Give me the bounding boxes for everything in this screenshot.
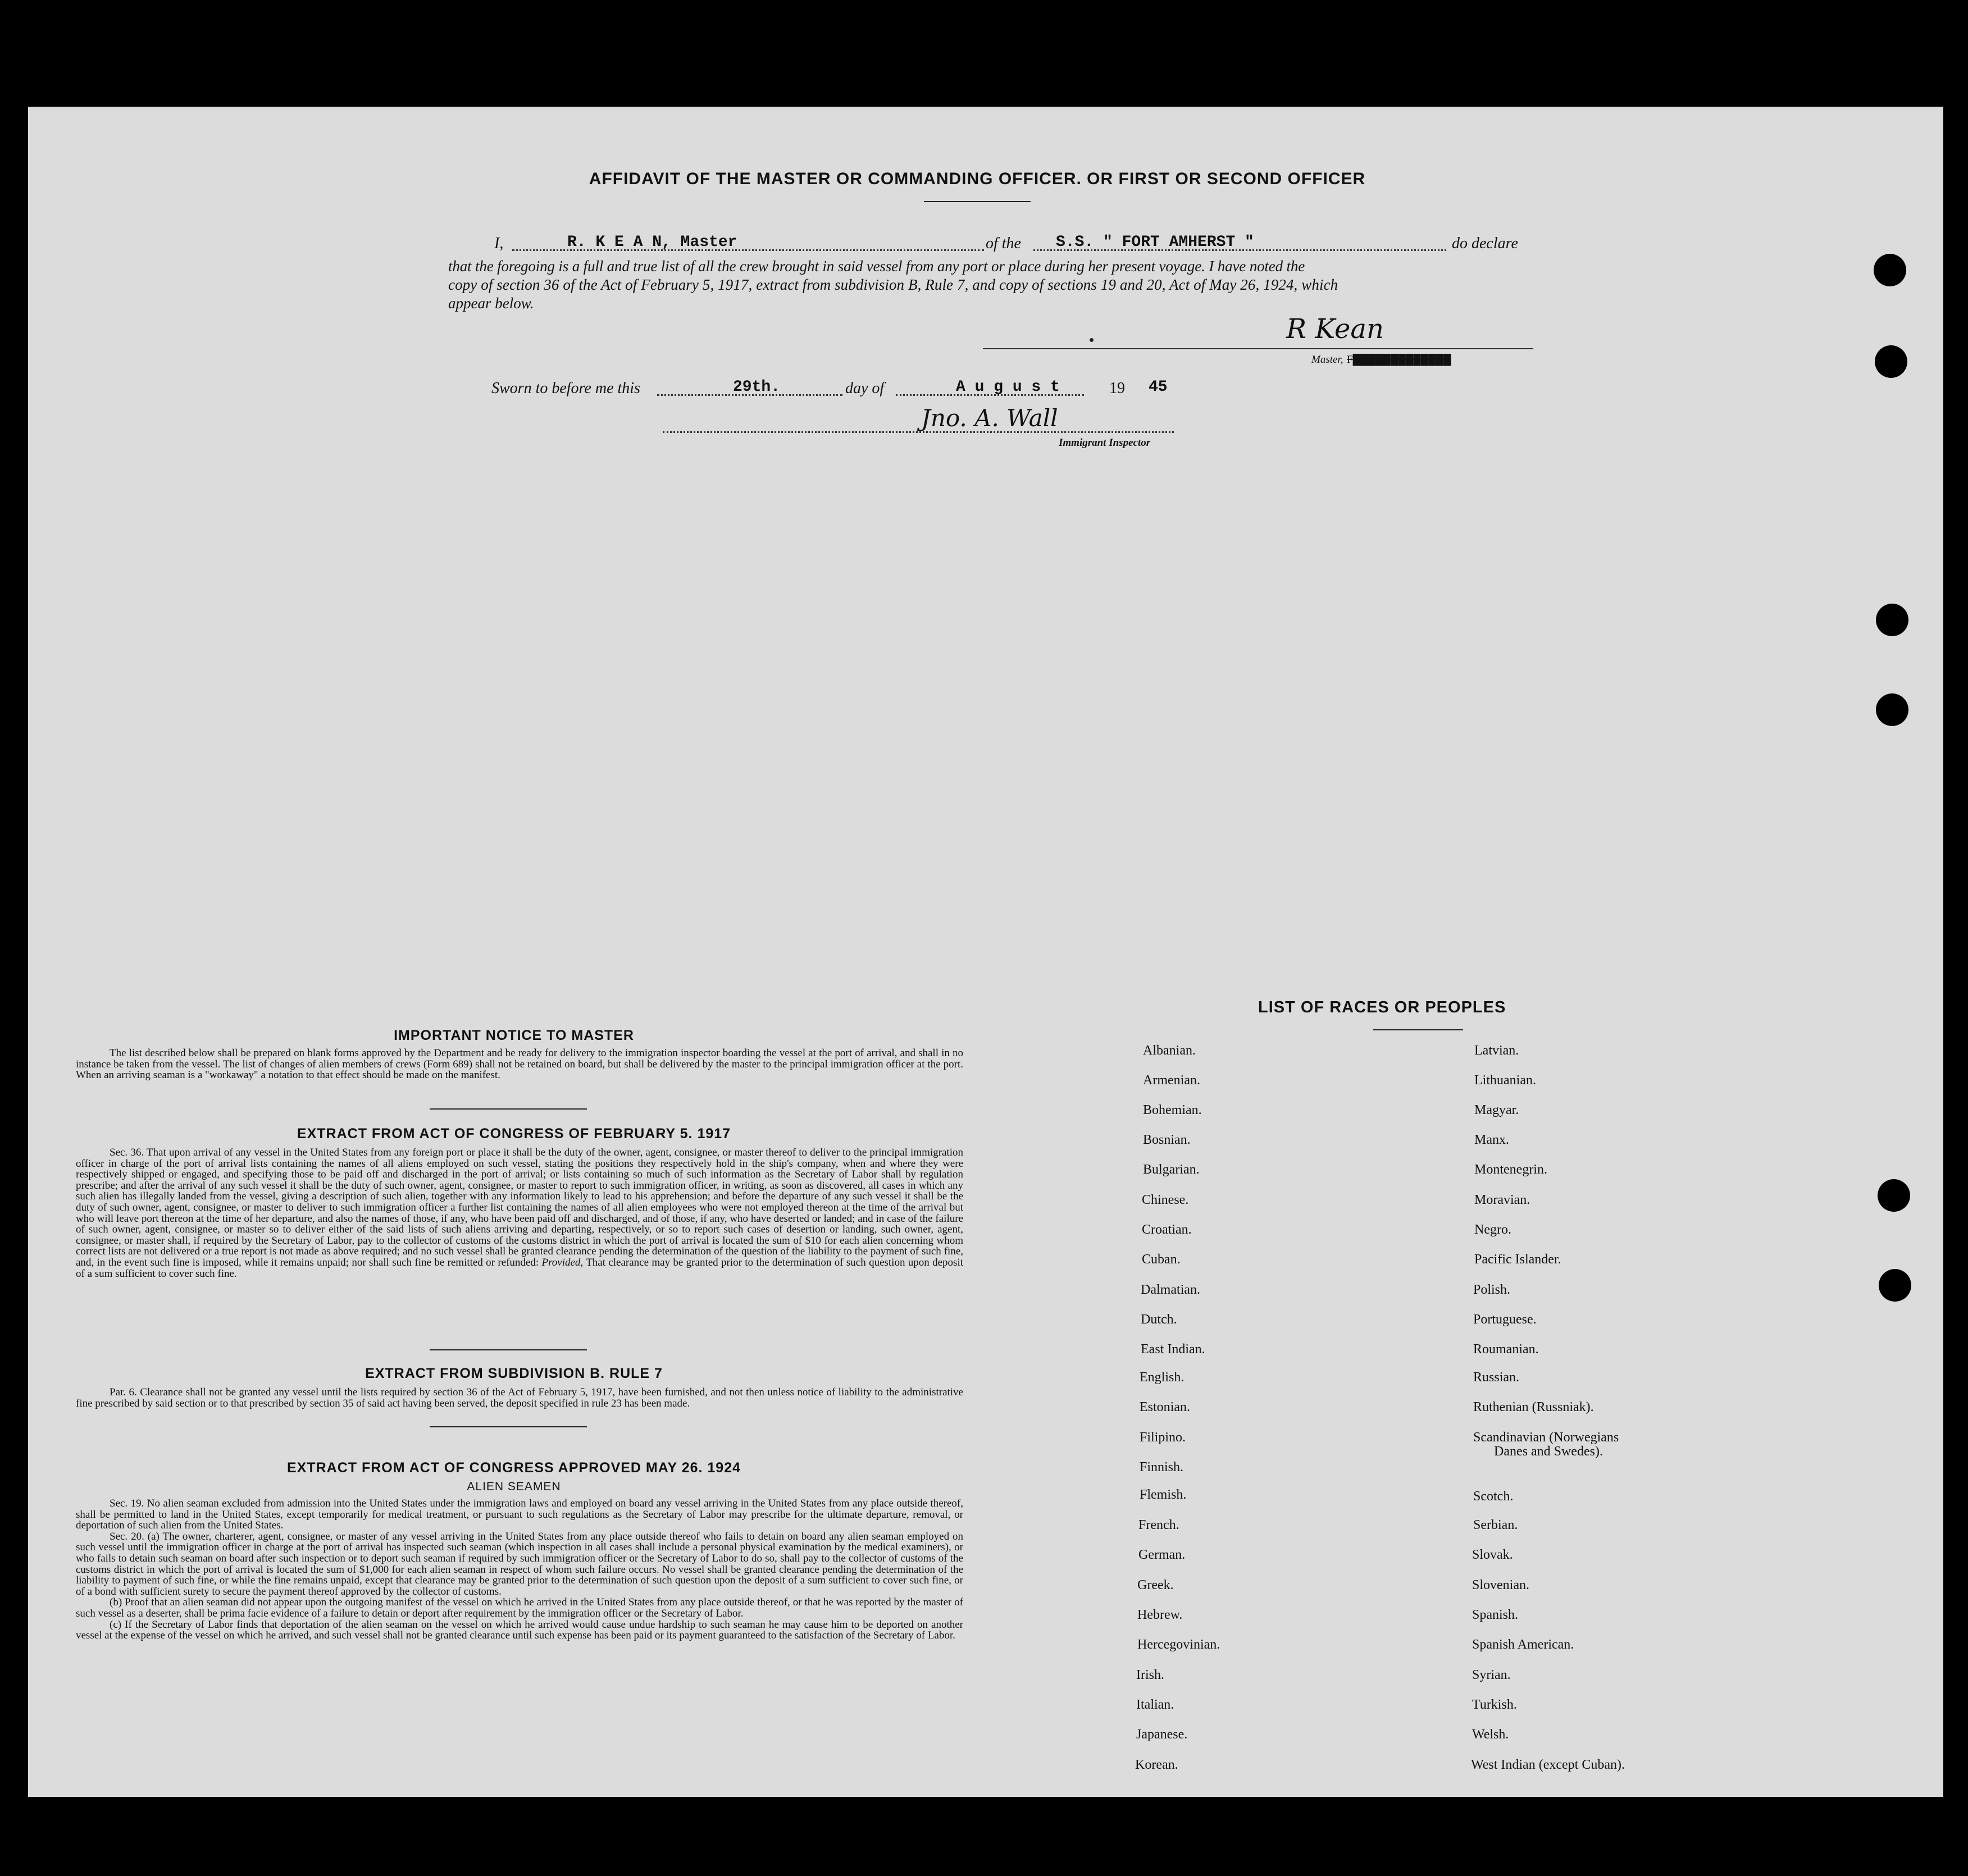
notice-title: IMPORTANT NOTICE TO MASTER bbox=[394, 1028, 634, 1043]
affidavit-title: AFFIDAVIT OF THE MASTER OR COMMANDING OFFICER. OR FIRST OR SECOND OFFICER bbox=[589, 170, 1366, 188]
struck-out-text: F█████████████ bbox=[1347, 354, 1451, 366]
race-item: Syrian. bbox=[1472, 1668, 1511, 1682]
rule7-body: Par. 6. Clearance shall not be granted any vessel until the lists required by section 36 of the Act of February 5, 1917, have been furnished, and not then unless notice of liability to the administrative fine prescribed by said section or to that prescribed by section 35 of said act having been served, the deposit specified in rule 23 has been made. bbox=[76, 1386, 963, 1409]
divider bbox=[1373, 1029, 1463, 1030]
race-item: English. bbox=[1140, 1370, 1185, 1385]
title-divider bbox=[924, 201, 1031, 202]
race-item: Polish. bbox=[1473, 1282, 1511, 1297]
section-body: That upon arrival of any vessel in the United States from any foreign port or place it shall be the duty of the owner, agent, consignee, or master thereof to deliver to the principal immigration officer in charge of the port of arrival lists containing the names of all aliens employed on such vessel, stating the positions they respectively hold in the ship's company, when and where they were respectively shipped or engaged, and specifying those to be paid off and discharged in the port of arrival; or lists containing so much of such information as the Secretary of Labor shall by regulation prescribe; and after the arrival of any such vessel it shall be the duty of such owner, agent, consignee, or master to report to such immigration officer, in writing, as soon as discovered, all cases in which any such alien has illegally landed from the vessel, giving a description of such alien, together with any information likely to lead to his apprehension; and before the departure of any such vessel it shall be the duty of such owner, agent, consignee, or master to deliver to such immigration officer a further list containing the names of all alien employees who were not employed thereon at the time of the arrival but who will leave port thereon at the time of her departure, and also the names of those, if any, who have been paid off and discharged, and of those, if any, who have deserted or landed; and in case of the failure of such owner, agent, consignee, or master so to deliver either of the said lists of such aliens arriving and departing, respectively, or so to report such cases of desertion or landing, such owner, agent, consignee, or master shall, if required by the Secretary of Labor, pay to the collector of customs of the customs district in which the port of arrival is located the sum of $10 for each alien concerning whom correct lists are not delivered or a true report is not made as above required; and no such vessel shall be granted clearance pending the determination of the question of the liability to the payment of such fine, and, in the event such fine is imposed, while it remains unpaid; nor shall such fine be remitted or refunded: bbox=[76, 1147, 963, 1268]
race-item: Spanish. bbox=[1472, 1608, 1519, 1622]
race-item: Finnish. bbox=[1140, 1460, 1184, 1475]
race-item: Ruthenian (Russniak). bbox=[1473, 1400, 1594, 1414]
race-item: Manx. bbox=[1474, 1133, 1509, 1147]
section-body: (a) The owner, charterer, agent, consignee, or master of any vessel arriving in the United States from any place outside thereof who fails to detain on board any alien seaman employed on such vessel until the immigration officer in charge at the port of arrival has inspected such seaman (which inspection in all cases shall include a personal physical examination by the medical examiners), or who fails to detain such seaman on board after such inspection or to deport such seaman if required by such immigration officer or the Secretary of Labor to do so, shall pay to the collector of customs of the customs district in which the port of arrival is located the sum of $1,000 for each alien seaman in respect of whom such failure occurs. No vessel shall be granted clearance pending the determination of the liability to payment of such fine, or while the fine remains unpaid, except that clearance may be granted prior to the determination of such question upon the deposit of a sum sufficient to cover such fine, or of a bond with sufficient surety to secure the payment thereof approved by the collector of customs. bbox=[76, 1530, 964, 1597]
race-item: Albanian. bbox=[1143, 1043, 1196, 1058]
race-item: Pacific Islander. bbox=[1474, 1252, 1561, 1267]
race-item: Serbian. bbox=[1473, 1518, 1518, 1532]
race-item: Croatian. bbox=[1142, 1222, 1192, 1237]
race-item: Portuguese. bbox=[1473, 1312, 1537, 1327]
binder-hole bbox=[1874, 254, 1906, 286]
inspector-signature: Jno. A. Wall bbox=[921, 404, 1058, 432]
race-item: Hebrew. bbox=[1137, 1608, 1183, 1622]
section-body: No alien seaman excluded from admission into the United States under the immigration laws and employed on board any vessel arriving in the United States from any place outside thereof, shall be permitted to land in the United States, except temporarily for medical treatment, or pursuant to such regulations as the Secretary of Labor may prescribe for the ultimate departure, removal, or deportation of such alien from the United States. bbox=[76, 1498, 963, 1532]
race-item: West Indian (except Cuban). bbox=[1471, 1758, 1625, 1772]
alien-seamen-subtitle: ALIEN SEAMEN bbox=[467, 1480, 561, 1493]
section-body: (b) Proof that an alien seaman did not appear upon the outgoing manifest of the vessel on which he arrived in the United States from any place outside thereof, or that he was reported by the master of such vessel as a deserter, shall be prima facie evidence of a failure to detain or deport after requirement by the immigration officer or the Secretary of Labor. bbox=[76, 1596, 963, 1619]
day-field: 29th. bbox=[733, 378, 781, 396]
section-label: Sec. 36. bbox=[110, 1147, 144, 1158]
divider bbox=[430, 1108, 587, 1110]
binder-hole bbox=[1876, 604, 1908, 636]
binder-hole bbox=[1876, 693, 1908, 726]
race-item: Chinese. bbox=[1142, 1193, 1189, 1207]
month-field: A u g u s t bbox=[956, 378, 1060, 396]
body-line: that the foregoing is a full and true list of all the crew brought in said vessel from any port or place during her present voyage. I have noted the bbox=[448, 258, 1305, 275]
master-label: Master, bbox=[1311, 354, 1343, 366]
race-item: Italian. bbox=[1136, 1697, 1174, 1712]
section-body: (c) If the Secretary of Labor finds that deportation of the alien seaman on the vessel on which he arrived would cause undue hardship to such seaman he may cause him to be deported on another vessel at the expense of the vessel on which he arrived, and such vessel shall not be granted clearance until such expense has been paid or its payment guaranteed to the satisfaction of the Secretary of Labor. bbox=[76, 1618, 963, 1642]
race-item: Magyar. bbox=[1474, 1103, 1519, 1117]
race-item: Japanese. bbox=[1136, 1727, 1188, 1742]
year-field: 45 bbox=[1149, 378, 1168, 396]
notice-body: The list described below shall be prepared on blank forms approved by the Department and be ready for delivery to the immigration inspector boarding the vessel at the port of arrival, and shall in no instance be taken from the vessel. The list of changes of alien members of crews (Form 689) shall not be retained on board, but shall be delivered by the master to the principal immigration officer at the port. When an arriving seaman is a "workaway" a notation to that effect should be made on the manifest. bbox=[76, 1047, 963, 1081]
section-label: Sec. 19. bbox=[110, 1498, 144, 1509]
sec20a-paragraph bbox=[76, 1531, 963, 1597]
master-name-field: R. K E A N, Master bbox=[567, 234, 737, 251]
vessel-name-field: S.S. " FORT AMHERST " bbox=[1056, 234, 1254, 251]
race-item: Hercegovinian. bbox=[1137, 1637, 1220, 1652]
race-item: Slovenian. bbox=[1472, 1578, 1529, 1592]
small-dot bbox=[1090, 338, 1094, 342]
master-signature: R Kean bbox=[1286, 313, 1384, 345]
race-item: Korean. bbox=[1135, 1758, 1178, 1772]
section-body-end: That clearance may be granted prior to the determination of such question upon deposit of a sum sufficient to cover such fine. bbox=[76, 1256, 963, 1280]
race-item: Dalmatian. bbox=[1141, 1282, 1200, 1297]
race-item: Russian. bbox=[1473, 1370, 1520, 1385]
sec19-paragraph bbox=[76, 1498, 963, 1531]
race-item: Greek. bbox=[1137, 1578, 1174, 1592]
race-item: Spanish American. bbox=[1472, 1637, 1574, 1652]
body-line: appear below. bbox=[448, 295, 534, 312]
sec20b-paragraph bbox=[76, 1597, 963, 1619]
divider bbox=[430, 1426, 587, 1427]
document-page bbox=[28, 107, 1943, 1797]
race-item: Negro. bbox=[1474, 1222, 1511, 1237]
race-item: Turkish. bbox=[1472, 1697, 1517, 1712]
race-item: Cuban. bbox=[1142, 1252, 1181, 1267]
section-label: Sec. 20. bbox=[110, 1530, 144, 1542]
race-item: Filipino. bbox=[1140, 1430, 1186, 1445]
race-item: Montenegrin. bbox=[1474, 1162, 1547, 1177]
races-title: LIST OF RACES OR PEOPLES bbox=[1258, 998, 1506, 1016]
race-item: Moravian. bbox=[1474, 1193, 1530, 1207]
race-item: Armenian. bbox=[1143, 1073, 1200, 1088]
year-prefix: 19 bbox=[1109, 380, 1125, 397]
extract-1924-text bbox=[76, 1498, 963, 1641]
race-item: Lithuanian. bbox=[1474, 1073, 1536, 1088]
master-signature-line bbox=[983, 348, 1533, 349]
race-item: Slovak. bbox=[1472, 1548, 1513, 1562]
race-item: Irish. bbox=[1136, 1668, 1164, 1682]
race-item: Bulgarian. bbox=[1143, 1162, 1200, 1177]
extract-1924-title: EXTRACT FROM ACT OF CONGRESS APPROVED MAY 26. 1924 bbox=[286, 1460, 741, 1476]
rule7-title: EXTRACT FROM SUBDIVISION B. RULE 7 bbox=[365, 1366, 663, 1381]
extract-1917-title: EXTRACT FROM ACT OF CONGRESS OF FEBRUARY 5. 1917 bbox=[297, 1126, 731, 1142]
race-item: Bosnian. bbox=[1143, 1133, 1191, 1147]
binder-hole bbox=[1879, 1269, 1911, 1302]
divider bbox=[430, 1349, 587, 1350]
sworn-label: Sworn to before me this bbox=[491, 380, 640, 397]
body-line: copy of section 36 of the Act of February 5, 1917, extract from subdivision B, Rule 7, and copy of sections 19 and 20, Act of May 26, 1924, which bbox=[448, 276, 1338, 293]
notice-text bbox=[76, 1048, 963, 1081]
race-item: Scotch. bbox=[1473, 1489, 1514, 1504]
race-item: East Indian. bbox=[1141, 1342, 1205, 1357]
sec20c-paragraph bbox=[76, 1619, 963, 1641]
race-item: French. bbox=[1138, 1518, 1179, 1532]
race-item: Welsh. bbox=[1472, 1727, 1509, 1742]
race-item: Flemish. bbox=[1140, 1487, 1187, 1502]
i-label: I, bbox=[494, 235, 504, 252]
race-item: Scandinavian (Norwegians bbox=[1473, 1430, 1619, 1445]
do-declare-label: do declare bbox=[1452, 235, 1518, 252]
binder-hole bbox=[1878, 1179, 1910, 1212]
provided-term: Provided, bbox=[541, 1256, 584, 1268]
day-of-label: day of bbox=[845, 380, 885, 397]
race-item: Dutch. bbox=[1141, 1312, 1177, 1327]
race-item: Estonian. bbox=[1140, 1400, 1190, 1414]
race-item: Latvian. bbox=[1474, 1043, 1519, 1058]
extract-1917-text bbox=[76, 1147, 963, 1279]
race-item: Bohemian. bbox=[1143, 1103, 1202, 1117]
race-item: German. bbox=[1138, 1548, 1186, 1562]
race-item: Roumanian. bbox=[1473, 1342, 1539, 1357]
binder-hole bbox=[1875, 345, 1907, 378]
affidavit-body bbox=[448, 257, 1538, 313]
rule7-text bbox=[76, 1387, 963, 1409]
inspector-label: Immigrant Inspector bbox=[1059, 437, 1151, 449]
race-item: Danes and Swedes). bbox=[1494, 1444, 1603, 1459]
of-the-label: of the bbox=[986, 235, 1021, 252]
inspector-signature-line bbox=[663, 431, 1174, 433]
